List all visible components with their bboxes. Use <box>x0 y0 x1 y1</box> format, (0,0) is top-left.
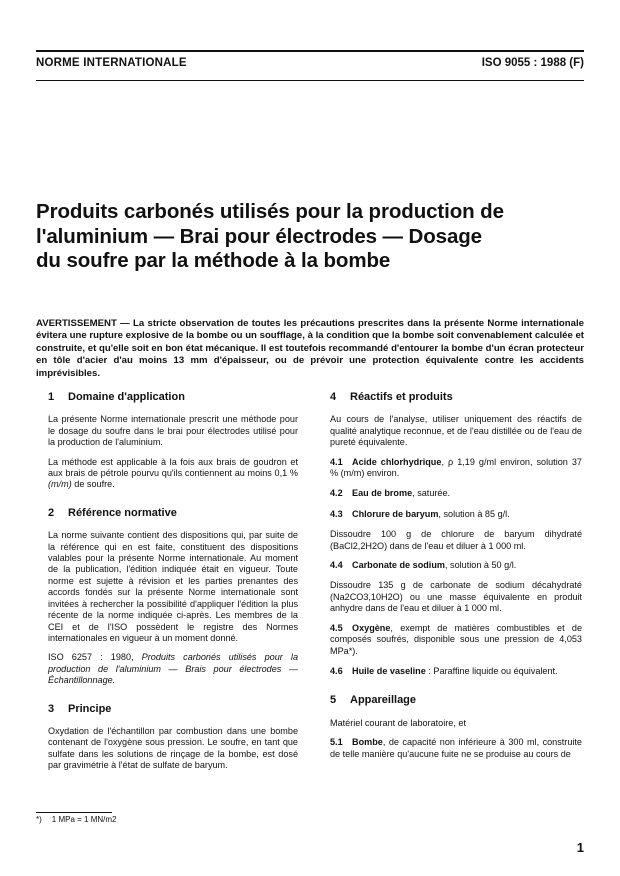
reagent-name: Oxygène <box>352 622 391 633</box>
reagent-number: 4.6 <box>330 665 343 676</box>
footnote <box>36 815 116 824</box>
reagents-intro: Au cours de l'analyse, utiliser uniquement des réactifs de qualité analytique reconnue, et de l'eau distillée ou de l'eau de pureté équivalente. <box>330 414 582 448</box>
reagent-detail: , saturée. <box>412 488 451 499</box>
header-bottom-rule <box>36 80 584 81</box>
standard-number: ISO 9055 : 1988 (F) <box>481 57 584 69</box>
section-title: Domaine d'application <box>68 391 185 403</box>
scope-paragraph-2 <box>48 457 298 491</box>
warning-block <box>36 318 584 380</box>
reagent-4-1 <box>330 457 582 480</box>
apparatus-detail: , de capacité non inférieure à 300 ml, construite de telle manière qu'aucune fuite ne se produise au cours de <box>330 737 582 759</box>
normative-reference-entry <box>48 652 298 686</box>
reagent-4-2 <box>330 488 582 499</box>
title-line-3: du soufre par la méthode à la bombe <box>36 249 391 272</box>
reagent-number: 4.1 <box>330 456 343 467</box>
reagent-4-5 <box>330 623 582 657</box>
section-5-heading <box>330 695 582 706</box>
section-title: Référence normative <box>68 506 177 519</box>
section-number: 4 <box>330 391 337 403</box>
reagent-4-3-preparation: Dissoudre 100 g de chlorure de baryum dihydraté (BaCl2,2H2O) dans de l'eau et diluer à 1 000 ml. <box>330 529 582 551</box>
scope-p2-unit: (m/m) <box>48 479 72 490</box>
footnote-mark: *) <box>36 815 42 824</box>
reagent-number: 4.2 <box>330 488 343 499</box>
apparatus-name: Bombe <box>352 737 383 748</box>
document-title <box>36 200 556 274</box>
scope-p2-end: de soufre. <box>71 479 115 490</box>
section-3-heading <box>48 704 298 715</box>
warning-text: — La stricte observation de toutes les précautions prescrites dans la présente Norme internationale évitera une rupture explosive de la bombe ou un soufflage, à la condition que la bombe soit convenablement calculée et construite, et qu'elle soit en bon état mécanique. Il est toutefois recommandé d'entourer la bombe d'un écran protecteur en tôle d'acier d'au moins 13 mm d'épaisseur, ou de prévoir une protection équivalente contre les accidents imprévisibles. <box>36 318 584 379</box>
apparatus-5-1 <box>330 737 582 760</box>
reagent-name: Carbonate de sodium <box>352 560 445 571</box>
section-number: 5 <box>330 694 337 707</box>
reagent-name: Huile de vaseline <box>352 665 426 676</box>
reagent-4-4 <box>330 560 582 571</box>
section-2-heading <box>48 508 298 519</box>
reagent-name: Acide chlorhydrique <box>352 456 442 467</box>
section-1-heading <box>48 392 298 403</box>
reagent-number: 4.3 <box>330 508 343 519</box>
reagent-name: Eau de brome <box>352 488 413 499</box>
left-column <box>48 392 298 780</box>
header-top-rule <box>36 50 584 52</box>
footnote-rule <box>36 812 112 813</box>
section-title: Réactifs et produits <box>350 391 453 403</box>
reference-code: ISO 6257 : 1980, <box>48 652 142 663</box>
scope-p2-text: La méthode est applicable à la fois aux brais de goudron et aux brais de pétrole pourvu qu'ils contiennent au moins 0,1 % <box>48 456 298 479</box>
apparatus-number: 5.1 <box>330 737 343 748</box>
section-title: Appareillage <box>350 694 417 707</box>
principle-paragraph: Oxydation de l'échantillon par combustion dans une bombe contenant de l'oxygène sous pression. Le soufre, en tant que sulfate dans les solutions de rinçage de la bombe, est dosé par gravimétrie à l'état de sulfate de baryum. <box>48 725 298 771</box>
page-number: 1 <box>576 840 584 855</box>
title-line-2: l'aluminium — Brai pour électrodes — Dosage <box>36 224 482 248</box>
reagent-detail: , solution à 85 g/l. <box>438 508 510 519</box>
reagent-4-4-preparation: Dissoudre 135 g de carbonate de sodium décahydraté (Na2CO3,10H2O) ou une masse équivalente en produit anhydre dans de l'eau et diluer à 1 000 ml. <box>330 580 582 614</box>
reagent-4-3 <box>330 509 582 520</box>
reagent-4-6 <box>330 666 582 677</box>
warning-label: AVERTISSEMENT <box>36 318 117 329</box>
section-number: 1 <box>48 391 55 403</box>
reference-title: Produits carbonés utilisés pour la production de l'aluminium — Brais pour électrodes — Échantillonnage. <box>48 652 298 686</box>
reagent-detail: , exempt de matières combustibles et de composés soufrés, disponible sous une pression de 4,053 MPa*). <box>330 622 582 656</box>
section-number: 3 <box>48 702 55 715</box>
right-column <box>330 392 582 769</box>
reagent-number: 4.4 <box>330 560 343 571</box>
normative-reference-paragraph: La norme suivante contient des dispositions qui, par suite de la référence qui en est faite, constituent des dispositions valables pour la présente Norme internationale. Au moment de la publication, l'édition indiquée était en vigueur. Toute norme est sujette à révision et les parties prenantes des accords fondés sur la présente Norme internationale sont invitées à rechercher la possibilité d'appliquer l'édition la plus récente de la norme indiquée ci-après. Les membres de la CEI et de l'ISO possèdent le registre des Normes internationales en vigueur à un moment donné. <box>48 530 298 643</box>
apparatus-intro: Matériel courant de laboratoire, et <box>330 717 466 728</box>
title-line-1: Produits carbonés utilisés pour la production de <box>36 200 504 223</box>
reagent-detail: , ρ 1,19 g/ml environ, solution 37 % (m/m) environ. <box>330 456 582 479</box>
scope-paragraph-1: La présente Norme internationale prescrit une méthode pour le dosage du soufre dans le brai pour électrodes utilisé pour la production de l'aluminium. <box>48 414 298 448</box>
reagent-detail: : Paraffine liquide ou équivalent. <box>425 665 558 676</box>
section-number: 2 <box>48 506 55 519</box>
document-type-label: NORME INTERNATIONALE <box>36 57 187 69</box>
section-title: Principe <box>68 702 112 715</box>
reagent-detail: , solution à 50 g/l. <box>444 560 517 571</box>
reagent-name: Chlorure de baryum <box>352 508 439 519</box>
reagent-number: 4.5 <box>330 622 343 633</box>
footnote-text: 1 MPa = 1 MN/m2 <box>51 815 117 824</box>
section-4-heading <box>330 392 582 403</box>
